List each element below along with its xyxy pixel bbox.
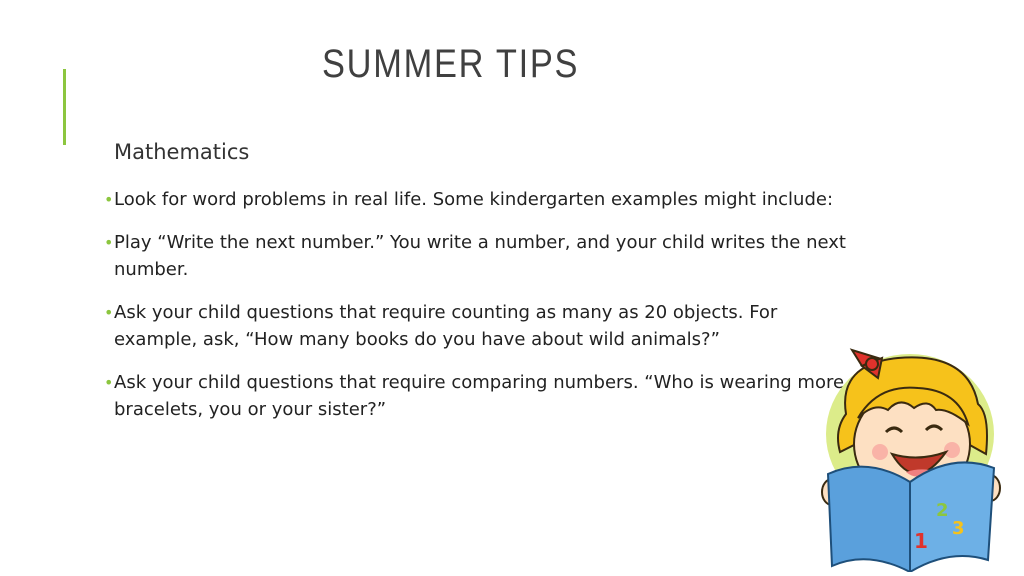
bullet-dot: • — [104, 303, 114, 322]
bullet-item — [104, 229, 854, 283]
bullet-item — [104, 369, 854, 423]
accent-bar — [63, 69, 66, 145]
bullet-text: Ask your child questions that require counting as many as 20 objects. For example, ask, “How many books do you have about wild animals?” — [114, 302, 778, 350]
bullet-dot: • — [104, 373, 114, 392]
book-number-2: 2 — [936, 500, 949, 521]
bullet-item — [104, 186, 854, 213]
slide-subtitle: Mathematics — [114, 140, 250, 164]
bullet-dot: • — [104, 233, 114, 252]
slide-title: SUMMER TIPS — [322, 42, 580, 86]
bullet-text: Ask your child questions that require comparing numbers. “Who is wearing more bracelets, you or your sister?” — [114, 372, 845, 420]
girl-reading-book-icon — [818, 344, 1004, 572]
right-cheek — [944, 442, 960, 458]
book-number-1: 1 — [914, 529, 928, 553]
bullet-dot: • — [104, 190, 114, 209]
bullet-item — [104, 299, 854, 353]
book-number-3: 3 — [952, 518, 965, 539]
book-left-cover — [828, 467, 910, 572]
left-cheek — [872, 444, 888, 460]
bullet-text: Look for word problems in real life. Some kindergarten examples might include: — [114, 189, 834, 210]
bullet-list — [104, 186, 854, 439]
bullet-text: Play “Write the next number.” You write a number, and your child writes the next number. — [114, 232, 846, 280]
